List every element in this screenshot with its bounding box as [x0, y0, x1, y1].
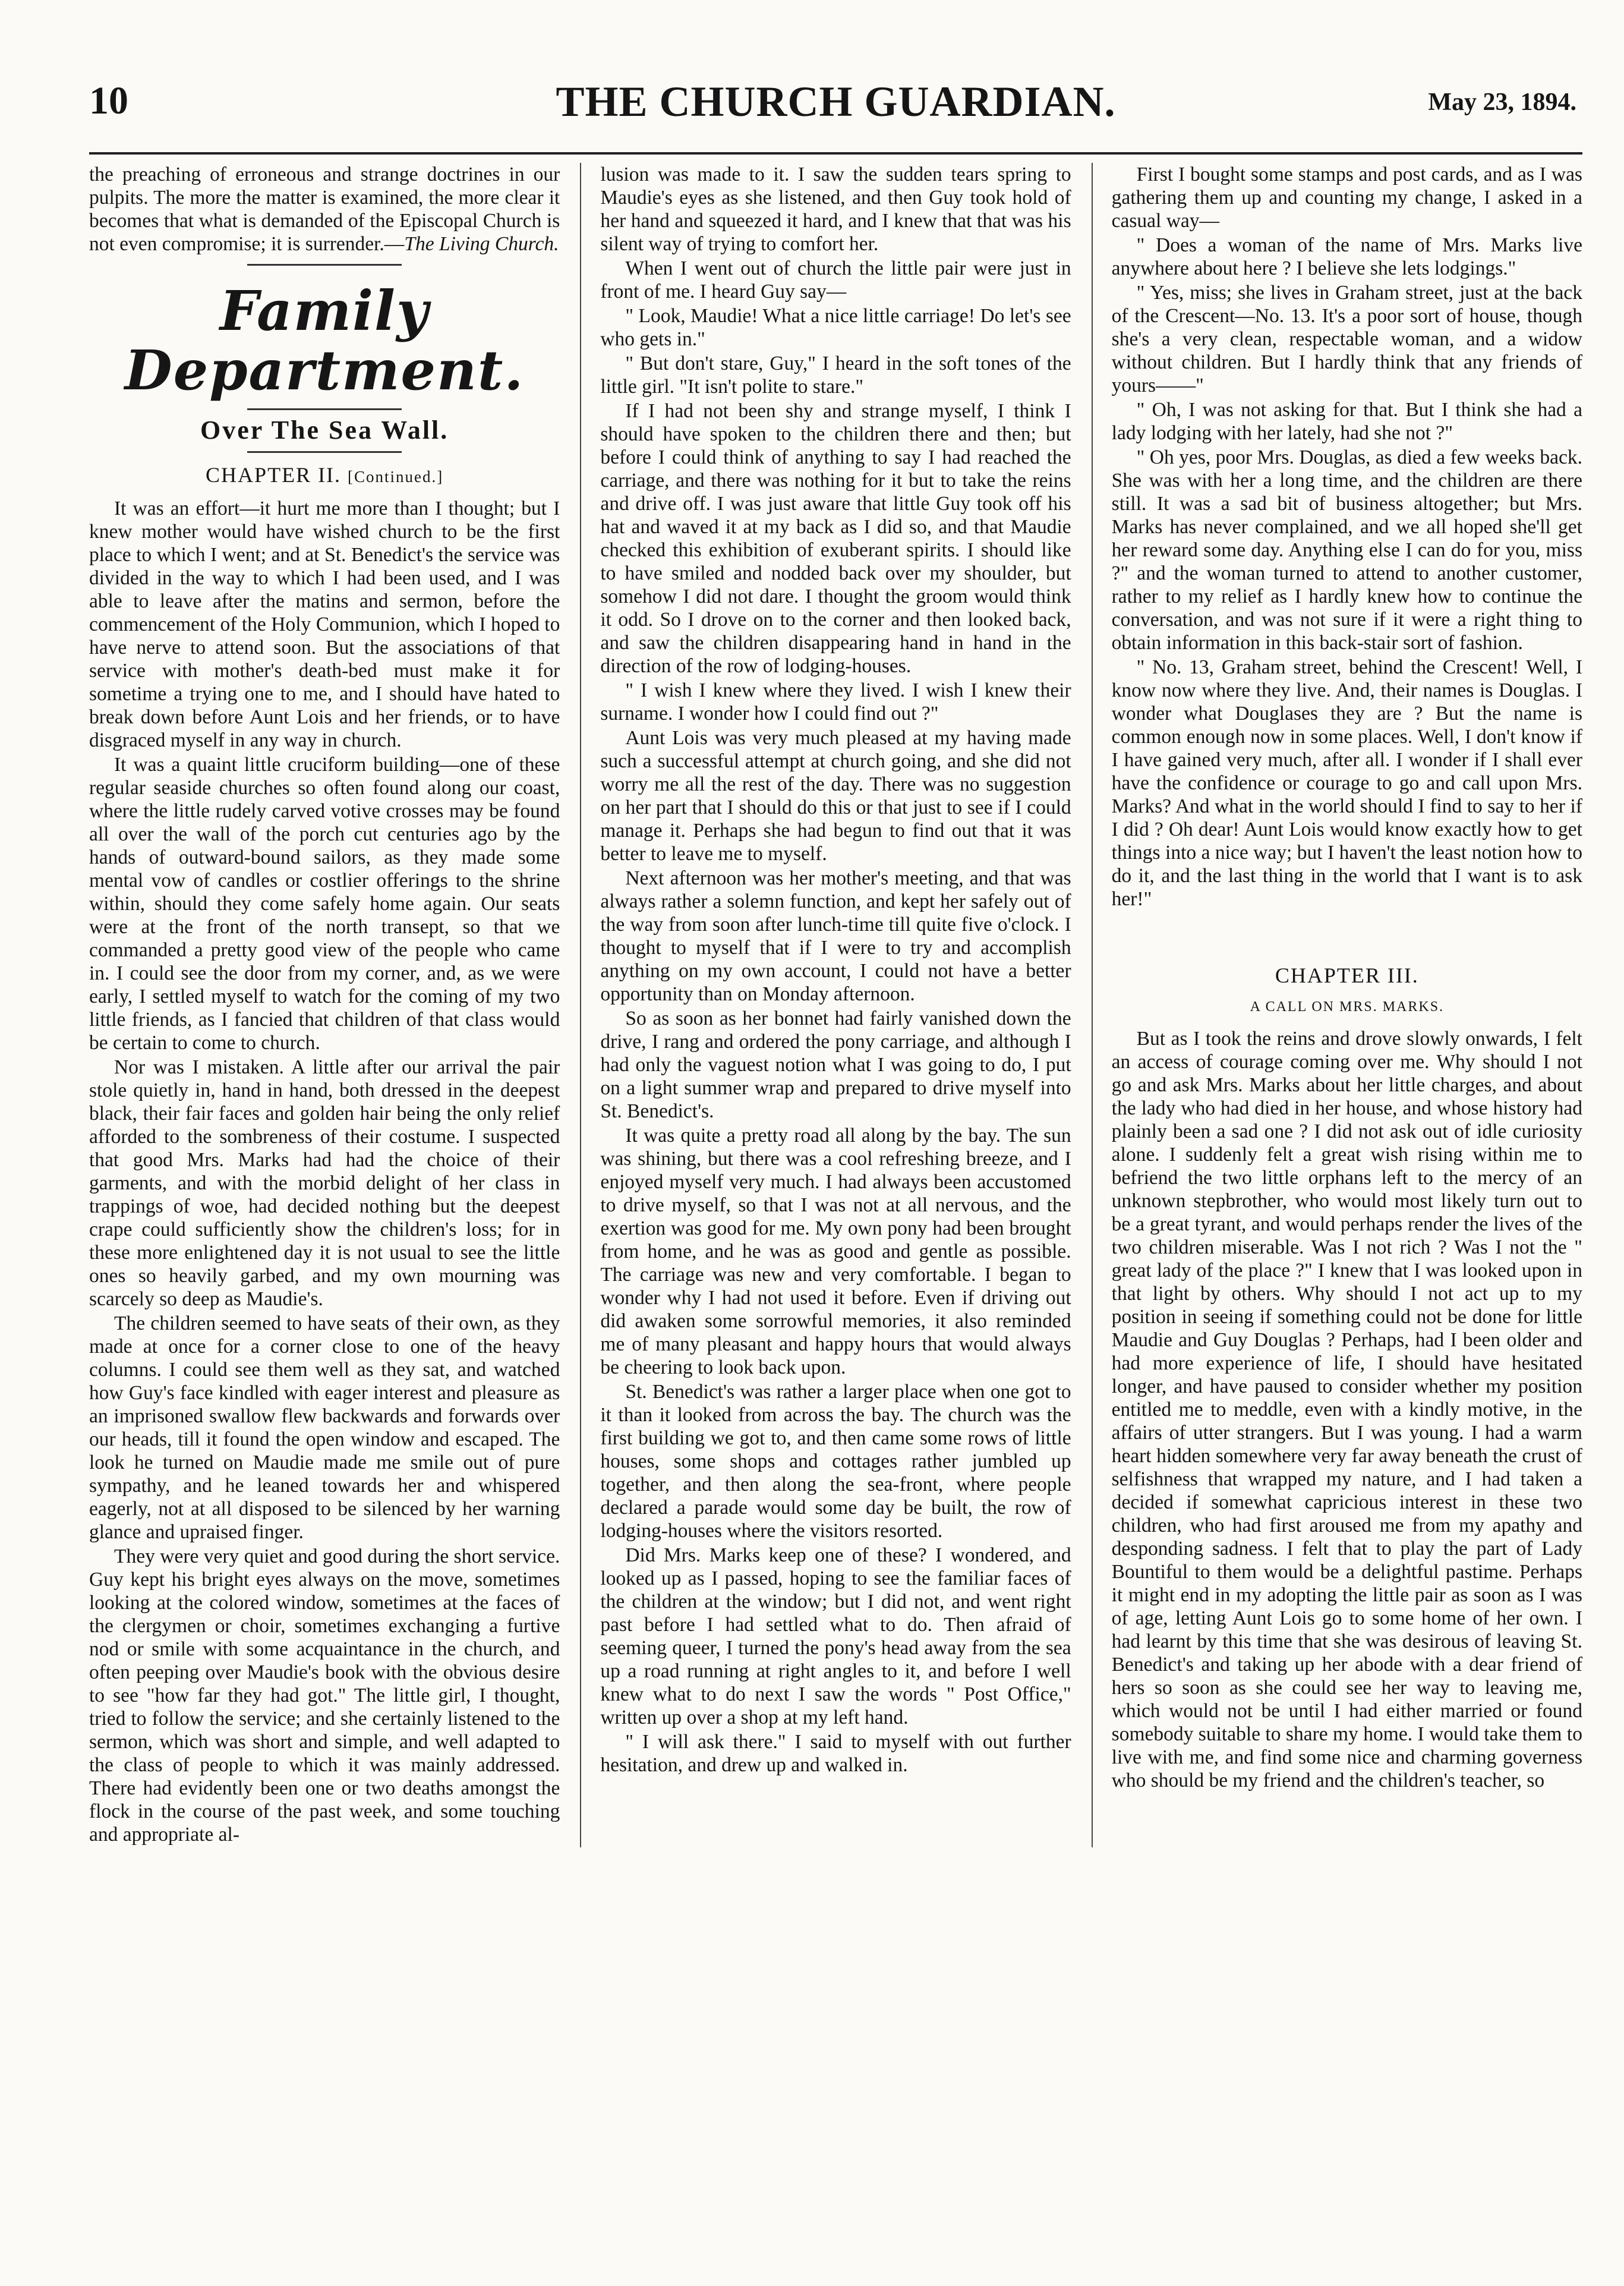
paragraph: It was an effort—it hurt me more than I thought; but I knew mother would have wished church to be the first place to which I went; and at St. Benedict's the service was divided in the way to which I had been used, and I was able to leave after the matins and sermon, before the commencement of the Holy Communion, which I hoped to have nerve to attend soon. But the associations of that service with mother's death-bed must make it for sometime a trying one to me, and I should have hated to break down before Aunt Lois and her friends, or to have disgraced myself in any way in church.	[89, 497, 560, 751]
paragraph: The children seemed to have seats of their own, as they made at once for a corner close to one of the heavy columns. I could see them well as they sat, and watched how Guy's face kindled with eager interest and pleasure as an imprisoned swallow flew backwards and forwards over our heads, till it found the open window and escaped. The look he turned on Maudie made me smile out of pure sympathy, and he leaned towards her and whispered eagerly, not at all disposed to be silenced by her warning glance and upraised finger.	[89, 1312, 560, 1543]
chapter-number: CHAPTER II.	[206, 463, 342, 487]
paragraph: " Oh, I was not asking for that. But I think she had a lady lodging with her lately, had she not ?"	[1111, 399, 1582, 444]
paragraph: " Does a woman of the name of Mrs. Marks live anywhere about here ? I believe she lets lodgings."	[1111, 234, 1582, 279]
divider	[247, 451, 402, 453]
column-1	[89, 163, 560, 1847]
family-department-heading: Family Department.	[124, 279, 525, 402]
story-title: Over The Sea Wall.	[200, 415, 449, 445]
paragraph: When I went out of church the little pair were just in front of me. I heard Guy say—	[600, 257, 1071, 303]
spacer	[1112, 912, 1582, 953]
paragraph: lusion was made to it. I saw the sudden tears spring to Maudie's eyes as she listened, and then Guy took hold of her hand and squeezed it hard, and I knew that that was his silent way of trying to comfort her.	[600, 163, 1071, 255]
paragraph: Next afternoon was her mother's meeting, and that was always rather a solemn function, and kept her safely out of the way from soon after lunch-time till quite five o'clock. I thought to myself that if I were to try and accomplish anything on my own account, I could not have a better opportunity than on Monday afternoon.	[600, 867, 1071, 1005]
chapter-subtitle: A CALL ON MRS. MARKS.	[1250, 999, 1445, 1015]
paragraph: " I wish I knew where they lived. I wish I knew their surname. I wonder how I could find out ?"	[600, 679, 1071, 725]
attribution: The Living Church.	[404, 233, 559, 255]
paragraph: " Look, Maudie! What a nice little carriage! Do let's see who gets in."	[600, 305, 1071, 350]
divider	[247, 408, 402, 410]
page-number: 10	[89, 79, 128, 122]
paragraph: Nor was I mistaken. A little after our arrival the pair stole quietly in, hand in hand, both dressed in the deepest black, their fair faces and golden hair being the only relief afforded to the sombreness of their costume. I suspected that good Mrs. Marks had had the choice of their garments, and with the morbid delight of her class in trappings of woe, had decided nothing but the deepest crape could sufficiently show the children's loss; for in these more enlightened day it is not usual to see the little ones so heavily garbed, and my own mourning was scarcely so deep as Maudie's.	[89, 1056, 560, 1310]
intro-paragraph	[89, 163, 560, 256]
paragraph: Aunt Lois was very much pleased at my having made such a successful attempt at church going, and she did not worry me all the rest of the day. There was no suggestion on her part that I should do this or that just to see if I could manage it. Perhaps she had begun to find out that it was better to leave me to myself.	[600, 727, 1071, 865]
paragraph: If I had not been shy and strange myself, I think I should have spoken to the children there and then; but before I could think of anything to say I had reached the carriage, and there was nothing for it but to take the reins and drive off. I was just aware that little Guy took off his hat and waved it at my back as I did so, and that Maudie checked this exhibition of exuberant spirits. I should like to have smiled and nodded back over my shoulder, but somehow I did not dare. I thought the groom would think it odd. So I drove on to the corner and then looked back, and saw the children disappearing hand in hand in the direction of the row of lodging-houses.	[600, 400, 1071, 677]
column-3	[1092, 163, 1582, 1847]
paragraph: It was quite a pretty road all along by the bay. The sun was shining, but there was a cool refreshing breeze, and I enjoyed myself very much. I had always been accustomed to drive myself, so that I was not at all nervous, and the exertion was good for me. My own pony had been brought from home, and he was as good and gentle as possible. The carriage was new and very comfortable. I began to wonder why I had not used it before. Even if driving out did awaken some sorrowful memories, it also reminded me of many pleasant and happy hours that would always be cheering to look back upon.	[600, 1125, 1071, 1378]
paragraph: First I bought some stamps and post cards, and as I was gathering them up and counting my change, I asked in a casual way—	[1111, 163, 1582, 232]
paragraph: St. Benedict's was rather a larger place when one got to it than it looked from across the bay. The church was the first building we got to, and then came some rows of little houses, some shops and cottages rather jumbled up together, and then along the sea-front, where people declared a parade would some day be built, the row of lodging-houses where the visitors resorted.	[600, 1381, 1071, 1542]
paragraph: " No. 13, Graham street, behind the Crescent! Well, I know now where they live. And, their names is Douglas. I wonder what Douglases they are ? But the name is common enough now in some places. Well, I don't know if I have gained very much, after all. I wonder if I shall ever have the confidence or courage to go and call upon Mrs. Marks? And what in the world should I find to say to her if I did ? Oh dear! Aunt Lois would know exactly how to get things into a nice way; but I haven't the least notion how to do it, and the last thing in the world that I want is to ask her!"	[1111, 656, 1582, 910]
paragraph: Did Mrs. Marks keep one of these? I wondered, and looked up as I passed, hoping to see the familiar faces of the children at the window; but I did not, and went right past before I had settled what to do. Then afraid of seeming queer, I turned the pony's head away from the sea up a road running at right angles to it, and before I well knew what to do next I saw the words " Post Office," written up over a shop at my left hand.	[600, 1544, 1071, 1728]
newspaper-title: THE CHURCH GUARDIAN.	[556, 78, 1116, 125]
paragraph: They were very quiet and good during the short service. Guy kept his bright eyes always on the move, sometimes looking at the colored window, sometimes at the faces of the clergymen or choir, sometimes exchanging a furtive nod or smile with some acquaintance in the church, and often peeping over Maudie's book with the obvious desire to see "how far they had got." The little girl, I thought, tried to follow the service; and she certainly listened to the sermon, which was short and simple, and well adapted to the class of people to which it was mainly addressed. There had evidently been one or two deaths amongst the flock in the course of the past week, and some touching and appropriate al-	[89, 1545, 560, 1846]
intro-text: the preaching of erroneous and strange doctrines in our pulpits. The more the matter is examined, the more clear it becomes that what is demanded of the Episcopal Church is not even compromise; it is surrender.—	[89, 163, 560, 255]
divider	[247, 264, 402, 266]
columns	[89, 163, 1582, 1847]
paragraph: It was a quaint little cruciform building—one of these regular seaside churches so often found along our coast, where the little rudely carved votive crosses may be found all over the wall of the porch cut centuries ago by the hands of outward-bound sailors, as they made some mental vow of candles or costlier offerings to the shrine within, should they come safely home again. Our seats were at the front of the north transept, so that we commanded a pretty good view of the people who came in. I could see the door from my corner, and, as we were early, I settled myself to watch for the coming of my two little friends, as I fancied that children of that class would be certain to come to church.	[89, 754, 560, 1054]
paragraph: " Yes, miss; she lives in Graham street, just at the back of the Crescent—No. 13. It's a poor sort of house, though she's a very clean, respectable woman, and a widow without children. But I hardly think that any friends of yours——"	[1111, 282, 1582, 396]
masthead	[89, 77, 1582, 149]
paragraph: " I will ask there." I said to myself with out further hesitation, and drew up and walked in.	[600, 1731, 1071, 1776]
section-heading	[89, 281, 560, 400]
paragraph: So as soon as her bonnet had fairly vanished down the drive, I rang and ordered the pony carriage, and although I had only the vaguest notion what I was going to do, I put on a light summer wrap and prepared to drive myself into St. Benedict's.	[600, 1007, 1071, 1122]
paragraph: But as I took the reins and drove slowly onwards, I felt an access of courage coming over me. Why should I not go and ask Mrs. Marks about her little charges, and about the lady who had died in her house, and whose history had plainly been a sad one ? I did not ask out of idle curiosity alone. I suddenly felt a great wish rising within me to befriend the two little orphans left to the mercy of an unknown stepbrother, who would most likely turn out to be a great tyrant, and would perhaps render the lives of the two children miserable. Was I not rich ? Was I not the " great lady of the place ?" I knew that I was looked upon in that light by others. Why should I not act up to my position in seeing if something could not be done for little Maudie and Guy Douglas ? Perhaps, had I been older and had more experience of life, I should have hesitated longer, and have paused to consider whether my position entitled me to meddle, even with a kindly motive, in the affairs of utter strangers. But I was young. I had a warm heart hidden somewhere very far away beneath the crust of selfishness that wrapped my nature, and I had taken a decided if somewhat capricious interest in these two children, who had first aroused me from my apathy and desponding sadness. I felt that to play the part of Lady Bountiful to them would be a delightful pastime. Perhaps it might end in my adopting the little pair as soon as I was of age, letting Aunt Lois go to some home of her own. I had learnt by this time that she was desirous of leaving St. Benedict's and taking up her abode with a dear friend of hers so soon as she could see her way to leaving me, which would not be until I had either married or found somebody suitable to share my home. I would take them to live with me, and find some nice and charming governess who should be my friend and the children's teacher, so	[1111, 1028, 1582, 1791]
paragraph: " But don't stare, Guy," I heard in the soft tones of the little girl. "It isn't polite to stare."	[600, 352, 1071, 398]
chapter-continued: [Continued.]	[348, 468, 444, 486]
chapter-heading: CHAPTER III.	[1275, 963, 1419, 987]
column-2	[580, 163, 1071, 1847]
chapter-heading	[89, 464, 560, 489]
paragraph: " Oh yes, poor Mrs. Douglas, as died a few weeks back. She was with her a long time, and the children are there still. It was a sad bit of business altogether; but Mrs. Marks has never complained, and we all hoped she'll get her reward some day. Anything else I can do for you, miss ?" and the woman turned to attend to another customer, rather to my relief as I hardly knew how to continue the conversation, and was not sure if it were a right thing to obtain information in this back-stair sort of fashion.	[1111, 446, 1582, 654]
masthead-rule	[89, 152, 1582, 155]
issue-date: May 23, 1894.	[1428, 89, 1576, 116]
